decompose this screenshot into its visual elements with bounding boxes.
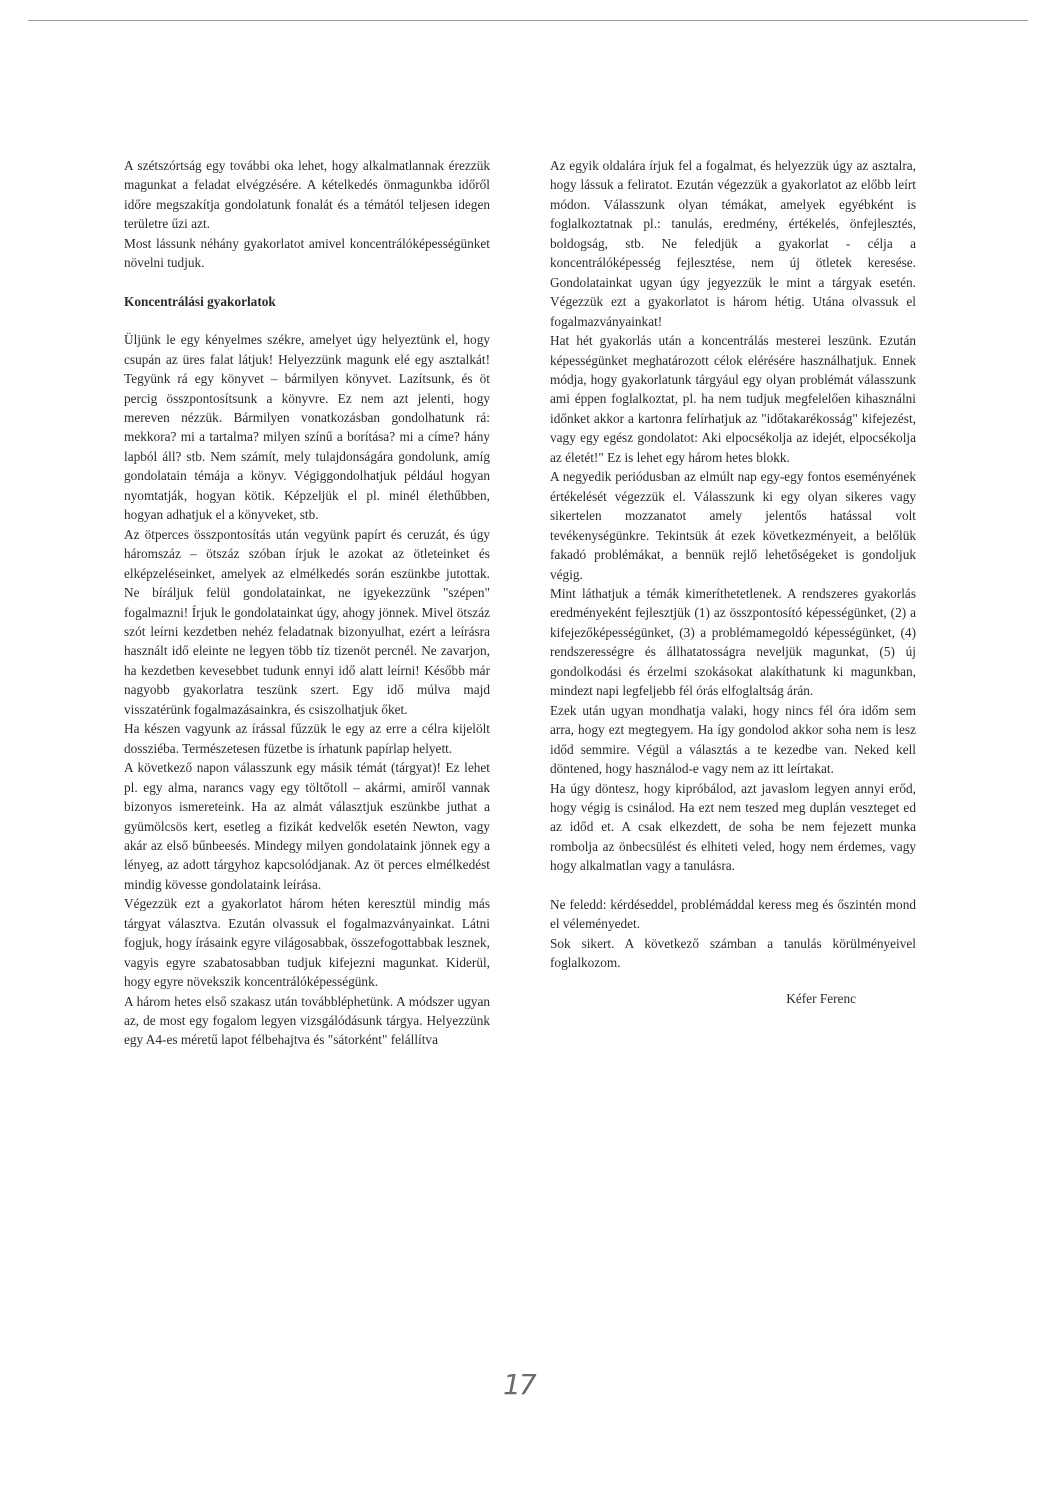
paragraph: A következő napon válasszunk egy másik témát (tárgyat)! Ez lehet pl. egy alma, narancs vagy egy töltőtoll – akármi, amiről vannak bizonyos ismereteink. Ha az almát választjuk eszünkbe juthat a gyümölcsös kert, esetleg a fizikát kedvelők esetén Newton, vagy akár az első bűnbeesés. Mindegy milyen gondolataink jönnek egy a lényeg, az adott tárgyhoz kapcsolódjanak. Az öt perces elmélkedést mindig kövesse gondolataink leírása. <box>124 760 490 892</box>
section-heading: Koncentrálási gyakorlatok <box>124 293 276 309</box>
closing-paragraph: Sok sikert. A következő számban a tanulás körülményeivel foglalkozom. <box>550 935 916 971</box>
author-signature: Kéfer Ferenc <box>786 990 856 1006</box>
page-number: 17 <box>503 1368 535 1401</box>
paragraph: Ha készen vagyunk az írással fűzzük le egy az erre a célra kijelölt dossziéba. Természetesen füzetbe is írhatunk papírlap helyett. <box>124 721 490 756</box>
paragraph: Most lássunk néhány gyakorlatot amivel koncentrálóképességünket növelni tudjuk. <box>124 235 490 271</box>
right-column <box>550 156 916 1008</box>
paragraph: Üljünk le egy kényelmes székre, amelyet úgy helyeztünk el, hogy csupán az üres falat látjuk! Helyezzünk magunk elé egy asztalkát! Tegyünk rá egy könyvet – bármilyen könyvet. Lazítsunk, és öt percig összpontosítsunk a könyvre. Ez nem azt jelenti, hogy mereven nézzük. Bármilyen vonatkozásban gondolhatunk rá: mekkora? mi a tartalma? milyen színű a borítása? mi a címe? hány lapból áll? stb. Nem számít, mely tulajdonságára gondolunk, amíg gondolatain témája a könyv. Végiggondolhatjuk például hogyan nyomtatják, hogyan kötik. Képzeljük el pl. minél élethűbben, hogyan adhatjuk el a könyveket, stb. <box>124 332 490 523</box>
paragraph: A három hetes első szakasz után továbbléphetünk. A módszer ugyan az, de most egy fogalom legyen vizsgálódásunk tárgya. Helyezzünk egy A4-es méretű lapot félbehajtva és "sátorként" felállítva <box>124 993 490 1048</box>
paragraph: A negyedik periódusban az elmúlt nap egy-egy fontos eseményének értékelését végezzük el. Válasszunk ki egy olyan sikeres vagy sikertelen mozzanatot amely jelentős hatással volt tevékenységünkre. Tekintsük át ezek következményeit, a belőlük fakadó problémákat, a bennük rejlő lehetőségeket is gondoljuk végig. <box>550 469 916 582</box>
left-column <box>124 156 490 1050</box>
closing-paragraph: Ne feledd: kérdéseddel, problémáddal keress meg és őszintén mond el véleményedet. <box>550 896 916 932</box>
paragraph: Az ötperces összpontosítás után vegyünk papírt és ceruzát, és úgy háromszáz – ötszáz szóban írjuk le azokat az ötleteinket és elképzeléseinket, amelyek az elmélkedés során eszünkbe jutottak. Ne bíráljuk felül gondolatainkat, ne igyekezzünk "szépen" fogalmazni! Írjuk le gondolatainkat úgy, ahogy jönnek. Mivel ötszáz szót leírni kezdetben nehéz feladatnak bizonyulhat, ezért a leírásra használt idő eleinte ne legyen több tíz tizenöt percnél. Ne zavarjon, ha kezdetben kevesebbet tudunk ennyi idő alatt leírni! Később már nagyobb gyakorlatra teszünk szert. Egy idő múlva majd visszatérünk fogalmazásainkra, és csiszolhatjuk őket. <box>124 526 490 717</box>
paragraph: Végezzük ezt a gyakorlatot három héten keresztül mindig más tárgyat választva. Ezután olvassuk el fogalmazványainkat. Látni fogjuk, hogy írásaink egyre világosabbak, összefogottabbak lesznek, vagyis egyre szabatosabban tudjuk kifejezni magunkat. Kiderül, hogy egyre növekszik koncentrálóképességünk. <box>124 896 490 990</box>
top-rule <box>28 20 1028 21</box>
paragraph: Hat hét gyakorlás után a koncentrálás mesterei leszünk. Ezután képességünket meghatározott célok elérésére használhatjuk. Ennek módja, hogy gyakorlatunk tárgyául egy olyan problémát válasszunk ami éppen foglalkoztat, pl. ha nem tudjuk megfelelően kihasználni időnket akkor a kartonra felírhatjuk az "időtakarékosság" kifejezést, vagy egy egész gondolatot: Aki elpocsékolja az idejét, elpocsékolja az életét!" Ez is lehet egy három hetes blokk. <box>550 333 916 465</box>
paragraph: A szétszórtság egy további oka lehet, hogy alkalmatlannak érezzük magunkat a feladat elvégzésére. A kételkedés önmagunkba időről időre megszakítja gondolatunk fonalát és a témától teljesen idegen területre űzi azt. <box>124 158 490 232</box>
paragraph: Mint láthatjuk a témák kimeríthetetlenek. A rendszeres gyakorlás eredményeként fejlesztjük (1) az összpontosító képességünket, (2) a kifejezőképességünket, (3) a problémamegoldó képességünket, (4) rendszerességre és állhatatosságra neveljük magunkat, (5) új gondolkodási és érzelmi szokásokat alakíthatunk ki magunkban, mindezt napi legfeljebb fél órás elfoglaltság árán. <box>550 585 916 699</box>
paragraph: Ha úgy döntesz, hogy kipróbálod, azt javaslom legyen annyi erőd, hogy végig is csinálod. Ha ezt nem teszed meg duplán veszteget ed az időd et. A csak elkezdett, de soha be nem fejezett munka rombolja az önbecsülést és elhiteti veled, hogy nem érdemes, vagy hogy alkalmatlan vagy a tanulásra. <box>550 780 916 874</box>
paragraph: Az egyik oldalára írjuk fel a fogalmat, és helyezzük úgy az asztalra, hogy lássuk a feliratot. Ezután végezzük a gyakorlatot az előbb leírt módon. Válasszunk olyan témákat, amelyek egyébként is foglalkoztatnak pl.: tanulás, eredmény, értékelés, önfejlesztés, boldogság, stb. Ne feledjük a gyakorlat - célja a koncentrálóképesség fejlesztése, nem új ötletek keresése. Gondolatainkat ugyan úgy jegyezzük le mint a tárgyak esetén. Végezzük ezt a gyakorlatot is három hétig. Utána olvassuk el fogalmazványainkat! <box>550 158 916 329</box>
paragraph: Ezek után ugyan mondhatja valaki, hogy nincs fél óra időm sem arra, hogy ezt megtegyem. Ha így gondolod akkor soha nem is lesz időd semmire. Végül a választás a te kezedbe van. Neked kell döntened, hogy használod-e vagy nem az itt leírtakat. <box>550 702 916 777</box>
